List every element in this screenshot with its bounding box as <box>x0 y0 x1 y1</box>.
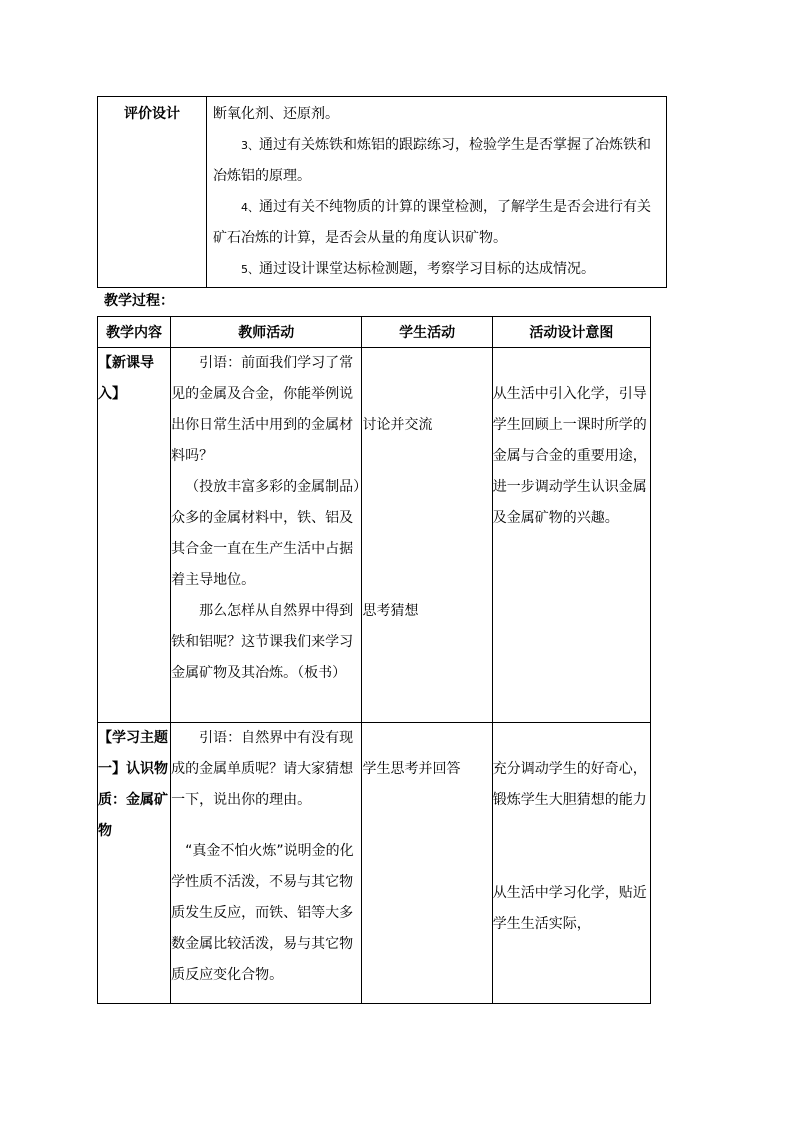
teaching-process-table <box>97 316 651 1004</box>
row-teacher-activity <box>171 348 362 723</box>
design-intent-text: 从生活中引入化学，引导学生回顾上一课时所学的金属与合金的重要用途，进一步调动学生认识金属及金属矿物的兴趣。 <box>492 386 647 526</box>
row-student-activity <box>362 348 492 723</box>
table-row <box>98 348 651 723</box>
row-teacher-activity <box>171 723 362 1004</box>
design-intent-1: 充分调动学生的好奇心，锻炼学生大胆猜想的能力 <box>492 761 647 808</box>
row-topic: 【新课导入】 <box>98 348 171 723</box>
evaluation-line-0: 断氧化剂、还原剂。 <box>213 106 339 122</box>
item-4-number: 4、 <box>241 201 259 214</box>
teacher-paragraph-2: （投放丰富多彩的金属制品）众多的金属材料中，铁、铝及其合金一直在生产生活中占据着主导地位。 <box>171 479 361 588</box>
item-5-number: 5、 <box>241 263 259 276</box>
student-activity-1: 讨论并交流 <box>362 417 433 433</box>
table-header-row <box>98 317 651 348</box>
evaluation-item-5 <box>213 254 662 285</box>
teacher-paragraph-2: “真金不怕火炼”说明金的化学性质不活泼，不易与其它物质发生反应，而铁、铝等大多数金属比较活泼，易与其它物质反应变化合物。 <box>171 843 354 983</box>
design-intent-2: 从生活中学习化学，贴近学生生活实际， <box>492 885 647 932</box>
teacher-paragraph-1: 引语：前面我们学习了常见的金属及合金，你能举例说出你日常生活中用到的金属材料吗？ <box>171 355 354 464</box>
item-5-text: 通过设计课堂达标检测题，考察学习目标的达成情况。 <box>259 261 595 277</box>
row-student-activity <box>362 723 492 1004</box>
row-design-intent <box>492 723 650 1004</box>
item-3-text: 通过有关炼铁和炼铝的跟踪练习，检验学生是否掌握了冶炼铁和冶炼铝的原理。 <box>213 137 651 184</box>
evaluation-design-table <box>97 96 667 288</box>
evaluation-item-3 <box>213 130 662 192</box>
header-student-activity: 学生活动 <box>362 317 492 348</box>
evaluation-content <box>207 97 667 288</box>
header-content: 教学内容 <box>98 317 171 348</box>
row-topic: 【学习主题一】认识物质：金属矿物 <box>98 723 171 1004</box>
row-design-intent <box>492 348 650 723</box>
evaluation-label: 评价设计 <box>98 97 207 288</box>
header-teacher-activity: 教师活动 <box>171 317 362 348</box>
evaluation-item-4 <box>213 192 662 254</box>
student-activity-2: 思考猜想 <box>362 603 419 619</box>
header-design-intent: 活动设计意图 <box>492 317 650 348</box>
teacher-paragraph-1: 引语：自然界中有没有现成的金属单质呢？请大家猜想一下，说出你的理由。 <box>171 730 354 808</box>
item-4-text: 通过有关不纯物质的计算的课堂检测，了解学生是否会进行有关矿石冶炼的计算，是否会从量的角度认识矿物。 <box>213 199 651 246</box>
table-row <box>98 723 651 1004</box>
item-3-number: 3、 <box>241 139 259 152</box>
teacher-paragraph-3: 那么怎样从自然界中得到铁和铝呢？这节课我们来学习金属矿物及其冶炼。（板书） <box>171 603 354 681</box>
student-activity-1: 学生思考并回答 <box>362 761 461 777</box>
teaching-process-heading: 教学过程： <box>104 293 174 309</box>
